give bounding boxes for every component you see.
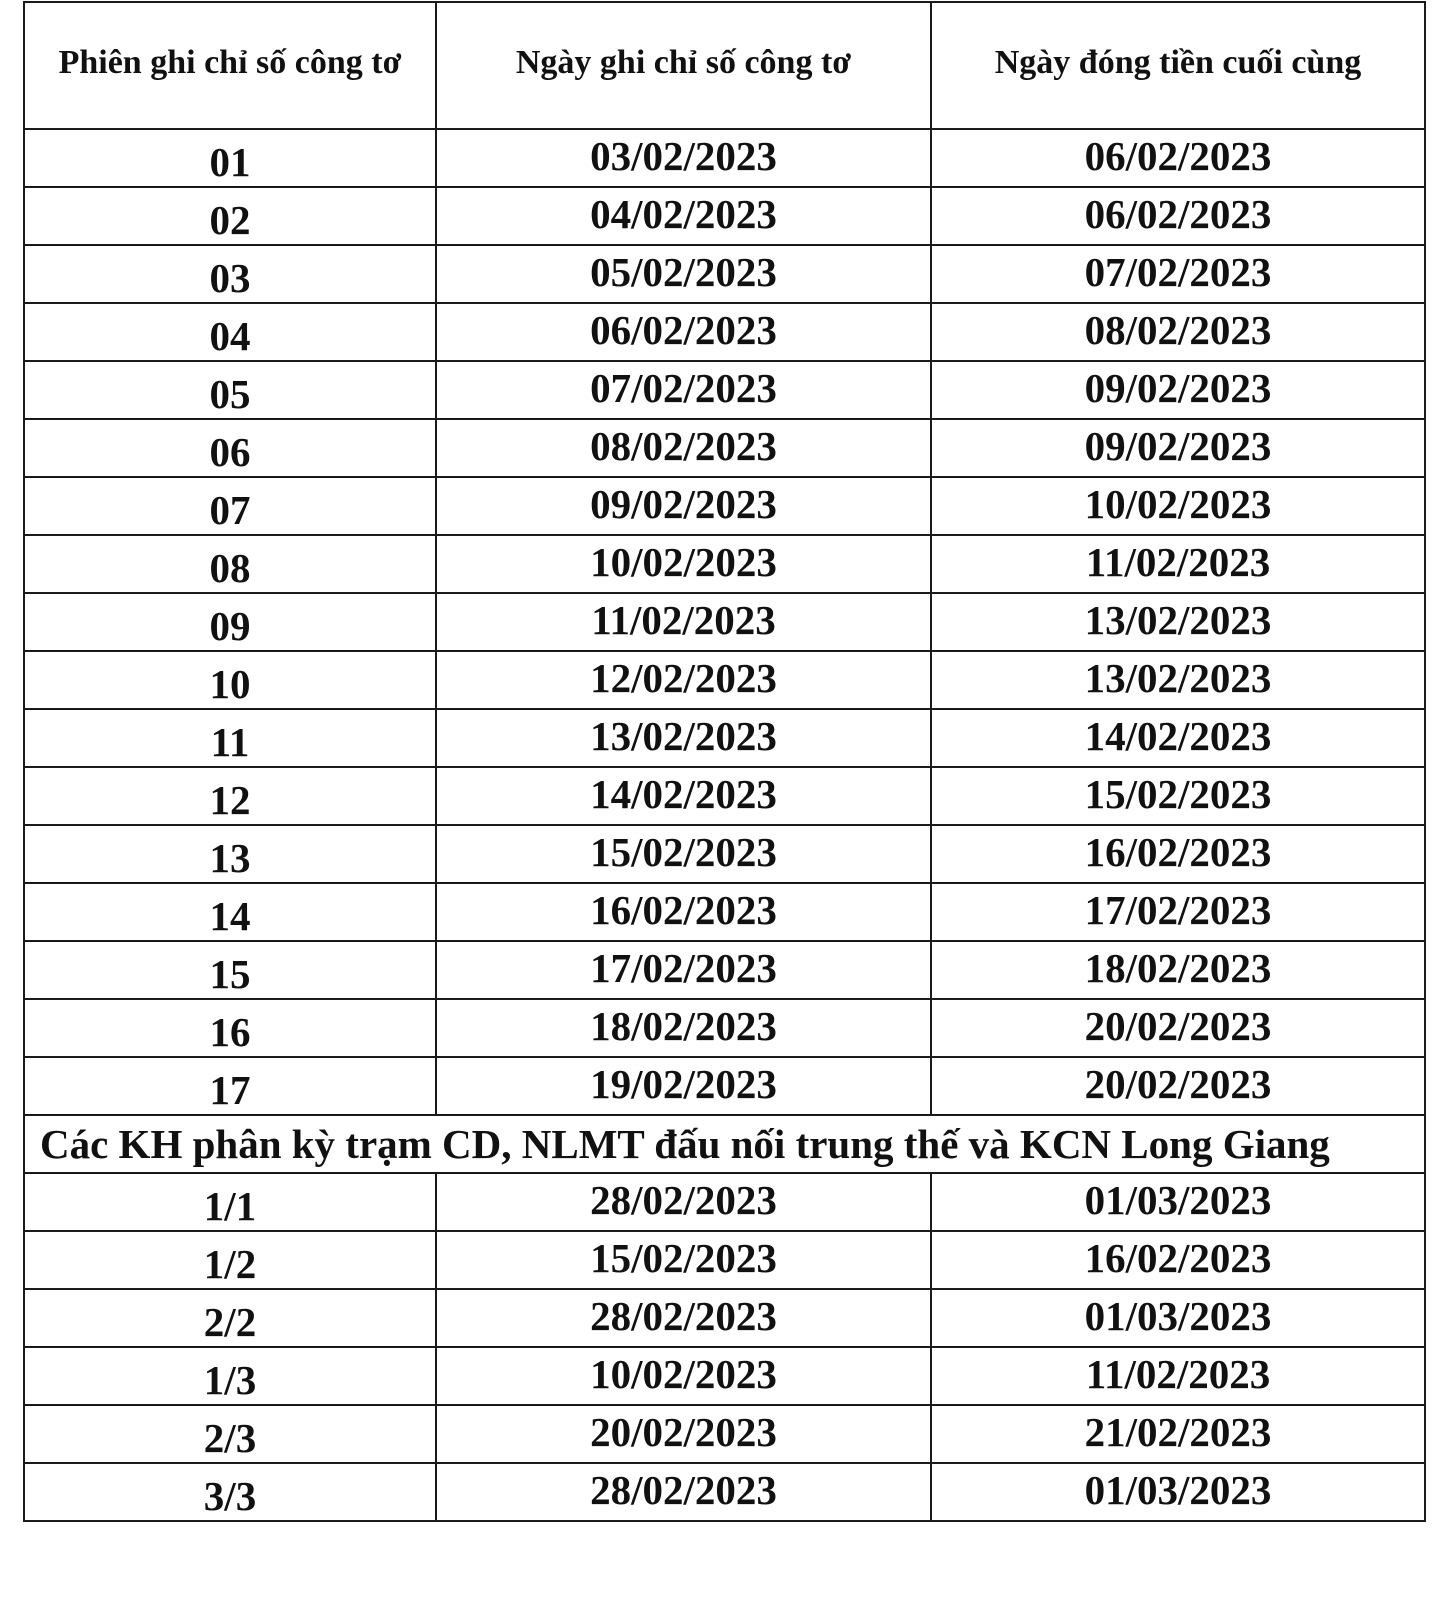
due-date-cell: 15/02/2023 xyxy=(931,767,1425,825)
session-cell: 08 xyxy=(24,535,436,593)
session-cell: 11 xyxy=(24,709,436,767)
header-read-date: Ngày ghi chỉ số công tơ xyxy=(436,2,931,129)
read-date-cell: 09/02/2023 xyxy=(436,477,931,535)
due-date-cell: 14/02/2023 xyxy=(931,709,1425,767)
due-date-cell: 20/02/2023 xyxy=(931,1057,1425,1115)
due-date-cell: 01/03/2023 xyxy=(931,1173,1425,1231)
session-cell: 13 xyxy=(24,825,436,883)
table-row xyxy=(24,1463,1425,1521)
table-header xyxy=(24,2,1425,129)
session-cell: 16 xyxy=(24,999,436,1057)
read-date-cell: 15/02/2023 xyxy=(436,1231,931,1289)
due-date-cell: 01/03/2023 xyxy=(931,1289,1425,1347)
session-cell: 1/3 xyxy=(24,1347,436,1405)
session-cell: 10 xyxy=(24,651,436,709)
read-date-cell: 05/02/2023 xyxy=(436,245,931,303)
read-date-cell: 11/02/2023 xyxy=(436,593,931,651)
session-cell: 04 xyxy=(24,303,436,361)
due-date-cell: 21/02/2023 xyxy=(931,1405,1425,1463)
due-date-cell: 18/02/2023 xyxy=(931,941,1425,999)
read-date-cell: 15/02/2023 xyxy=(436,825,931,883)
table-row xyxy=(24,129,1425,187)
table-body xyxy=(24,129,1425,1521)
due-date-cell: 09/02/2023 xyxy=(931,419,1425,477)
session-cell: 05 xyxy=(24,361,436,419)
table-row xyxy=(24,709,1425,767)
header-row xyxy=(24,2,1425,129)
table-row xyxy=(24,1289,1425,1347)
due-date-cell: 11/02/2023 xyxy=(931,535,1425,593)
session-cell: 03 xyxy=(24,245,436,303)
read-date-cell: 12/02/2023 xyxy=(436,651,931,709)
table-row xyxy=(24,1347,1425,1405)
read-date-cell: 07/02/2023 xyxy=(436,361,931,419)
read-date-cell: 17/02/2023 xyxy=(436,941,931,999)
session-cell: 07 xyxy=(24,477,436,535)
due-date-cell: 20/02/2023 xyxy=(931,999,1425,1057)
session-cell: 2/3 xyxy=(24,1405,436,1463)
table-row xyxy=(24,651,1425,709)
session-cell: 1/1 xyxy=(24,1173,436,1231)
session-cell: 09 xyxy=(24,593,436,651)
read-date-cell: 28/02/2023 xyxy=(436,1463,931,1521)
header-due-date: Ngày đóng tiền cuối cùng xyxy=(931,2,1425,129)
table-row xyxy=(24,883,1425,941)
due-date-cell: 11/02/2023 xyxy=(931,1347,1425,1405)
due-date-cell: 13/02/2023 xyxy=(931,593,1425,651)
table-row xyxy=(24,1405,1425,1463)
due-date-cell: 16/02/2023 xyxy=(931,1231,1425,1289)
due-date-cell: 01/03/2023 xyxy=(931,1463,1425,1521)
table-row xyxy=(24,1231,1425,1289)
read-date-cell: 06/02/2023 xyxy=(436,303,931,361)
read-date-cell: 19/02/2023 xyxy=(436,1057,931,1115)
due-date-cell: 09/02/2023 xyxy=(931,361,1425,419)
due-date-cell: 06/02/2023 xyxy=(931,187,1425,245)
table-row xyxy=(24,1057,1425,1115)
due-date-cell: 07/02/2023 xyxy=(931,245,1425,303)
due-date-cell: 08/02/2023 xyxy=(931,303,1425,361)
table-row xyxy=(24,187,1425,245)
table-row xyxy=(24,999,1425,1057)
table-row xyxy=(24,941,1425,999)
table-row xyxy=(24,419,1425,477)
read-date-cell: 04/02/2023 xyxy=(436,187,931,245)
table-row xyxy=(24,477,1425,535)
meter-reading-schedule-table xyxy=(23,1,1426,1522)
group-heading-row xyxy=(24,1115,1425,1173)
header-session: Phiên ghi chỉ số công tơ xyxy=(24,2,436,129)
read-date-cell: 18/02/2023 xyxy=(436,999,931,1057)
due-date-cell: 13/02/2023 xyxy=(931,651,1425,709)
read-date-cell: 28/02/2023 xyxy=(436,1173,931,1231)
session-cell: 2/2 xyxy=(24,1289,436,1347)
read-date-cell: 10/02/2023 xyxy=(436,535,931,593)
session-cell: 01 xyxy=(24,129,436,187)
table-row xyxy=(24,361,1425,419)
table-row xyxy=(24,245,1425,303)
table-row xyxy=(24,535,1425,593)
read-date-cell: 16/02/2023 xyxy=(436,883,931,941)
read-date-cell: 20/02/2023 xyxy=(436,1405,931,1463)
table-row xyxy=(24,767,1425,825)
session-cell: 12 xyxy=(24,767,436,825)
due-date-cell: 16/02/2023 xyxy=(931,825,1425,883)
read-date-cell: 28/02/2023 xyxy=(436,1289,931,1347)
read-date-cell: 13/02/2023 xyxy=(436,709,931,767)
read-date-cell: 14/02/2023 xyxy=(436,767,931,825)
read-date-cell: 08/02/2023 xyxy=(436,419,931,477)
session-cell: 14 xyxy=(24,883,436,941)
session-cell: 15 xyxy=(24,941,436,999)
read-date-cell: 10/02/2023 xyxy=(436,1347,931,1405)
table-row xyxy=(24,825,1425,883)
session-cell: 3/3 xyxy=(24,1463,436,1521)
session-cell: 02 xyxy=(24,187,436,245)
due-date-cell: 10/02/2023 xyxy=(931,477,1425,535)
session-cell: 06 xyxy=(24,419,436,477)
table-row xyxy=(24,593,1425,651)
group-title: Các KH phân kỳ trạm CD, NLMT đấu nối trung thế và KCN Long Giang xyxy=(24,1115,1425,1173)
session-cell: 17 xyxy=(24,1057,436,1115)
read-date-cell: 03/02/2023 xyxy=(436,129,931,187)
table-row xyxy=(24,303,1425,361)
table-row xyxy=(24,1173,1425,1231)
due-date-cell: 06/02/2023 xyxy=(931,129,1425,187)
due-date-cell: 17/02/2023 xyxy=(931,883,1425,941)
session-cell: 1/2 xyxy=(24,1231,436,1289)
